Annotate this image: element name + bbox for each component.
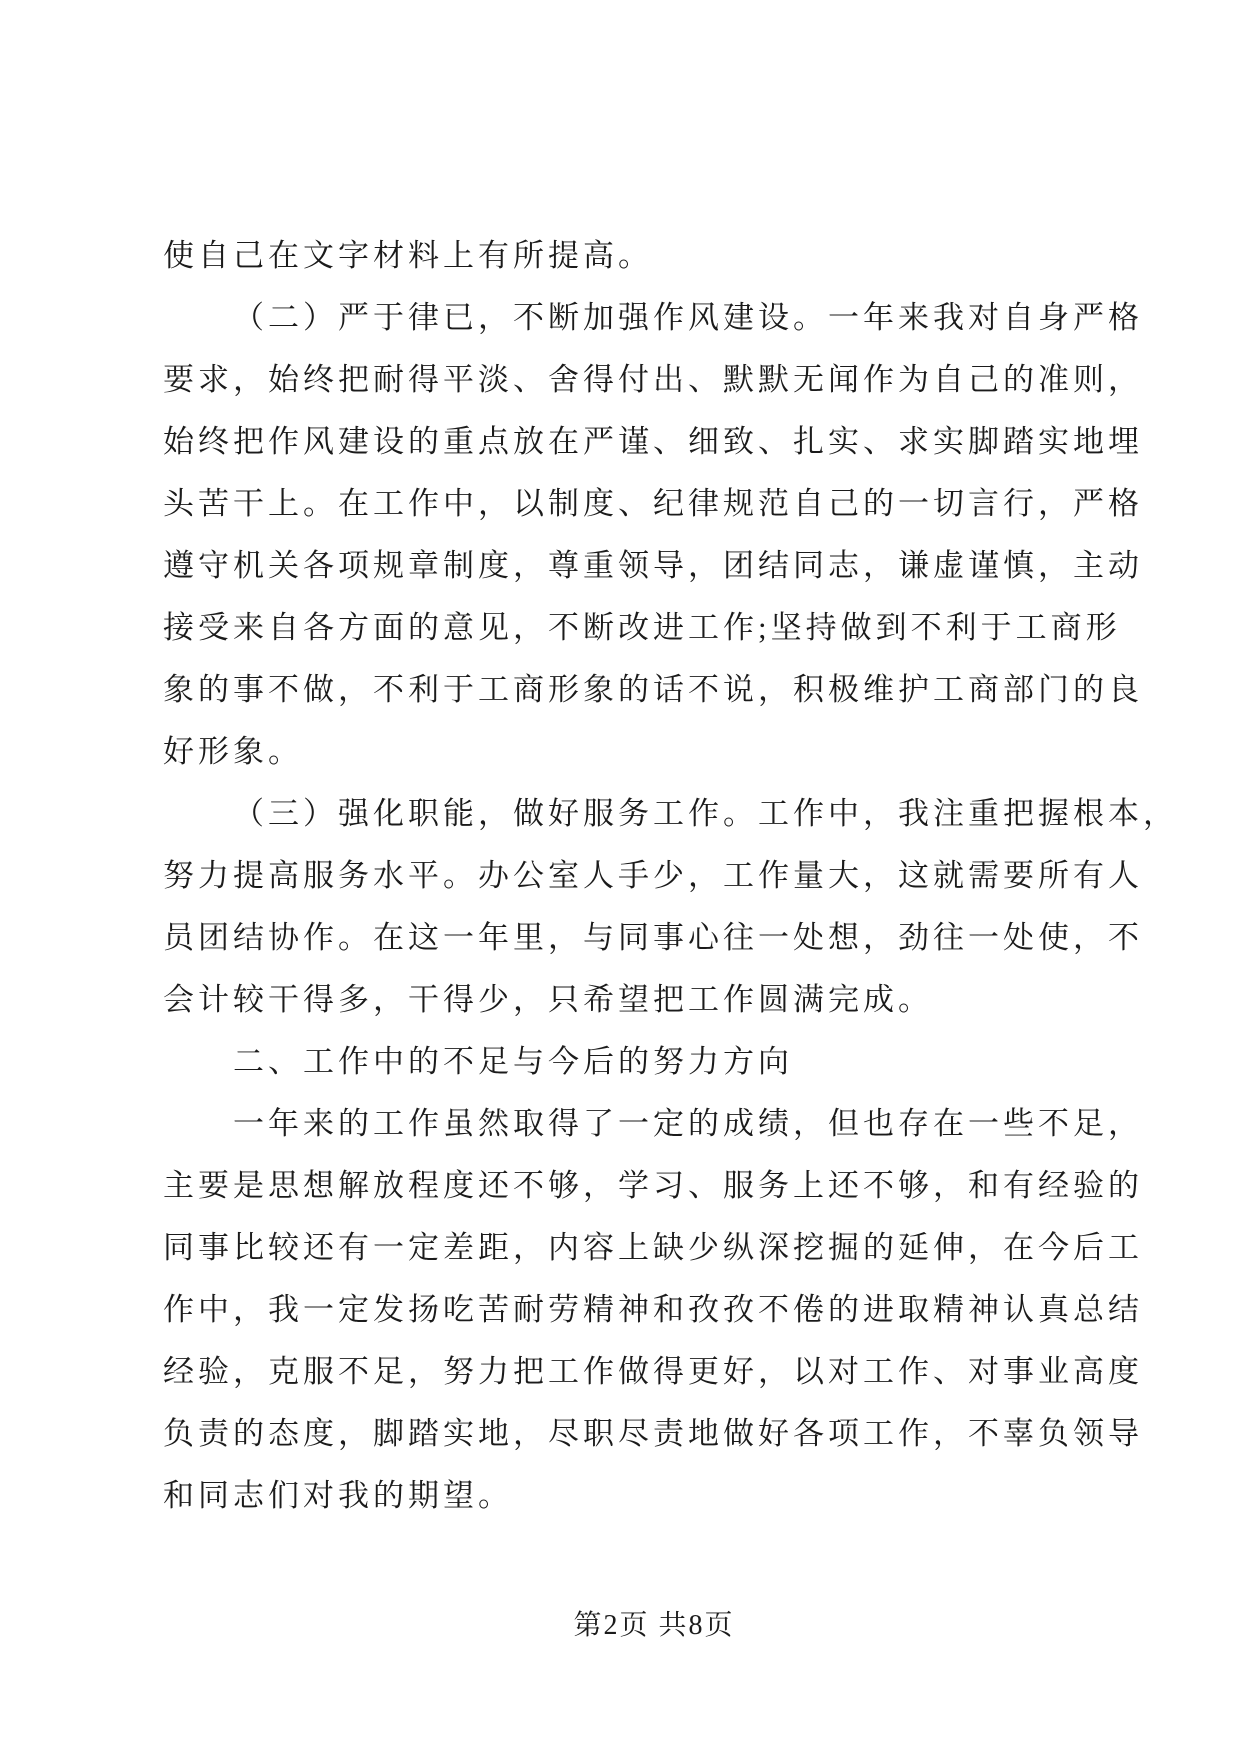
text-line: 接受来自各方面的意见，不断改进工作;坚持做到不利于工商形 xyxy=(163,610,1121,645)
text-line: （三）强化职能，做好服务工作。工作中，我注重把握根本， xyxy=(233,796,1178,831)
text-line: 头苦干上。在工作中，以制度、纪律规范自己的一切言行，严格 xyxy=(163,486,1143,521)
text-line: 经验，克服不足，努力把工作做得更好，以对工作、对事业高度 xyxy=(163,1354,1143,1389)
text-line: 象的事不做，不利于工商形象的话不说，积极维护工商部门的良 xyxy=(163,672,1143,707)
text-line: 努力提高服务水平。办公室人手少，工作量大，这就需要所有人 xyxy=(163,858,1143,893)
text-line: 员团结协作。在这一年里，与同事心往一处想，劲往一处使，不 xyxy=(163,920,1143,955)
text-line: 会计较干得多，干得少，只希望把工作圆满完成。 xyxy=(163,982,933,1017)
text-line: 作中，我一定发扬吃苦耐劳精神和孜孜不倦的进取精神认真总结 xyxy=(163,1292,1143,1327)
text-line: 要求，始终把耐得平淡、舍得付出、默默无闻作为自己的准则， xyxy=(163,362,1143,397)
text-line: 遵守机关各项规章制度，尊重领导，团结同志，谦虚谨慎，主动 xyxy=(163,548,1143,583)
document-body xyxy=(163,225,1178,1527)
text-line: 负责的态度，脚踏实地，尽职尽责地做好各项工作，不辜负领导 xyxy=(163,1416,1143,1451)
text-line: 同事比较还有一定差距，内容上缺少纵深挖掘的延伸，在今后工 xyxy=(163,1230,1143,1265)
text-line: 和同志们对我的期望。 xyxy=(163,1478,513,1513)
text-line: （二）严于律已，不断加强作风建设。一年来我对自身严格 xyxy=(233,300,1143,335)
text-line: 始终把作风建设的重点放在严谨、细致、扎实、求实脚踏实地埋 xyxy=(163,424,1143,459)
text-line: 好形象。 xyxy=(163,734,303,769)
text-line: 二、工作中的不足与今后的努力方向 xyxy=(233,1044,793,1079)
text-line: 主要是思想解放程度还不够，学习、服务上还不够，和有经验的 xyxy=(163,1168,1143,1203)
text-line: 使自己在文字材料上有所提高。 xyxy=(163,238,653,273)
page-number-footer: 第2页 共8页 xyxy=(573,1610,735,1641)
text-line: 一年来的工作虽然取得了一定的成绩，但也存在一些不足， xyxy=(233,1106,1143,1141)
